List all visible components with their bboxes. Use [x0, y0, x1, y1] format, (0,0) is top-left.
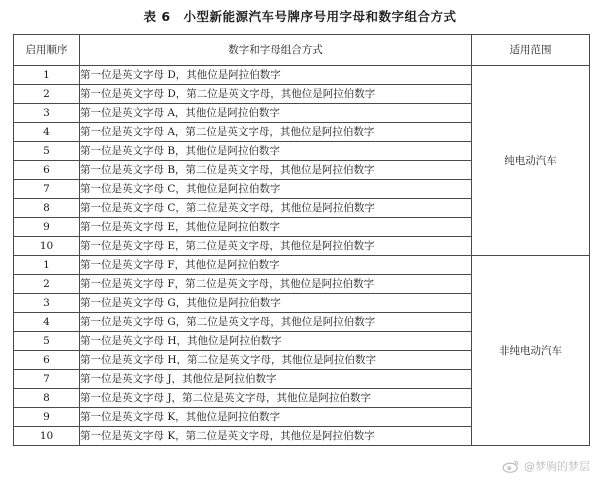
table-row — [14, 66, 590, 85]
order-cell: 1 — [14, 66, 80, 85]
combination-cell: 第一位是英文字母 E，第二位是英文字母，其他位是阿拉伯数字 — [80, 237, 472, 256]
combination-cell: 第一位是英文字母 B，其他位是阿拉伯数字 — [80, 142, 472, 161]
combination-cell: 第一位是英文字母 H，其他位是阿拉伯数字 — [80, 332, 472, 351]
combination-cell: 第一位是英文字母 C，其他位是阿拉伯数字 — [80, 180, 472, 199]
scope-cell-electric: 纯电动汽车 — [472, 66, 590, 256]
combination-cell: 第一位是英文字母 K，其他位是阿拉伯数字 — [80, 408, 472, 427]
order-cell: 4 — [14, 123, 80, 142]
table-row — [14, 256, 590, 275]
order-cell: 4 — [14, 313, 80, 332]
table-body — [14, 66, 590, 446]
combination-cell: 第一位是英文字母 B，第二位是英文字母，其他位是阿拉伯数字 — [80, 161, 472, 180]
combination-cell: 第一位是英文字母 C，第二位是英文字母，其他位是阿拉伯数字 — [80, 199, 472, 218]
order-cell: 2 — [14, 85, 80, 104]
order-cell: 10 — [14, 237, 80, 256]
order-cell: 3 — [14, 294, 80, 313]
table-header — [14, 35, 590, 66]
combination-cell: 第一位是英文字母 G，第二位是英文字母，其他位是阿拉伯数字 — [80, 313, 472, 332]
header-scope: 适用范围 — [472, 35, 590, 66]
table-title: 表 6 小型新能源汽车号牌序号用字母和数字组合方式 — [143, 9, 457, 24]
order-cell: 8 — [14, 199, 80, 218]
combination-cell: 第一位是英文字母 F，第二位是英文字母，其他位是阿拉伯数字 — [80, 275, 472, 294]
order-cell: 3 — [14, 104, 80, 123]
order-cell: 6 — [14, 161, 80, 180]
order-cell: 7 — [14, 370, 80, 389]
order-cell: 8 — [14, 389, 80, 408]
combination-cell: 第一位是英文字母 D，第二位是英文字母，其他位是阿拉伯数字 — [80, 85, 472, 104]
combination-cell: 第一位是英文字母 H，第二位是英文字母，其他位是阿拉伯数字 — [80, 351, 472, 370]
watermark — [502, 458, 590, 474]
order-cell: 1 — [14, 256, 80, 275]
watermark-text: @梦驹的梦层 — [524, 460, 590, 473]
plate-combination-table — [13, 34, 590, 446]
order-cell: 7 — [14, 180, 80, 199]
combination-cell: 第一位是英文字母 A，第二位是英文字母，其他位是阿拉伯数字 — [80, 123, 472, 142]
order-cell: 9 — [14, 408, 80, 427]
combination-cell: 第一位是英文字母 J，第二位是英文字母，其他位是阿拉伯数字 — [80, 389, 472, 408]
combination-cell: 第一位是英文字母 K，第二位是英文字母，其他位是阿拉伯数字 — [80, 427, 472, 446]
combination-cell: 第一位是英文字母 A，其他位是阿拉伯数字 — [80, 104, 472, 123]
header-order: 启用顺序 — [14, 35, 80, 66]
header-row — [14, 35, 590, 66]
order-cell: 6 — [14, 351, 80, 370]
order-cell: 9 — [14, 218, 80, 237]
combination-cell: 第一位是英文字母 F，其他位是阿拉伯数字 — [80, 256, 472, 275]
combination-cell: 第一位是英文字母 G，其他位是阿拉伯数字 — [80, 294, 472, 313]
combination-cell: 第一位是英文字母 J，其他位是阿拉伯数字 — [80, 370, 472, 389]
header-combination: 数字和字母组合方式 — [80, 35, 472, 66]
order-cell: 10 — [14, 427, 80, 446]
weibo-icon — [502, 459, 520, 473]
combination-cell: 第一位是英文字母 D，其他位是阿拉伯数字 — [80, 66, 472, 85]
order-cell: 2 — [14, 275, 80, 294]
order-cell: 5 — [14, 142, 80, 161]
scope-cell-non-electric: 非纯电动汽车 — [472, 256, 590, 446]
order-cell: 5 — [14, 332, 80, 351]
combination-cell: 第一位是英文字母 E，其他位是阿拉伯数字 — [80, 218, 472, 237]
